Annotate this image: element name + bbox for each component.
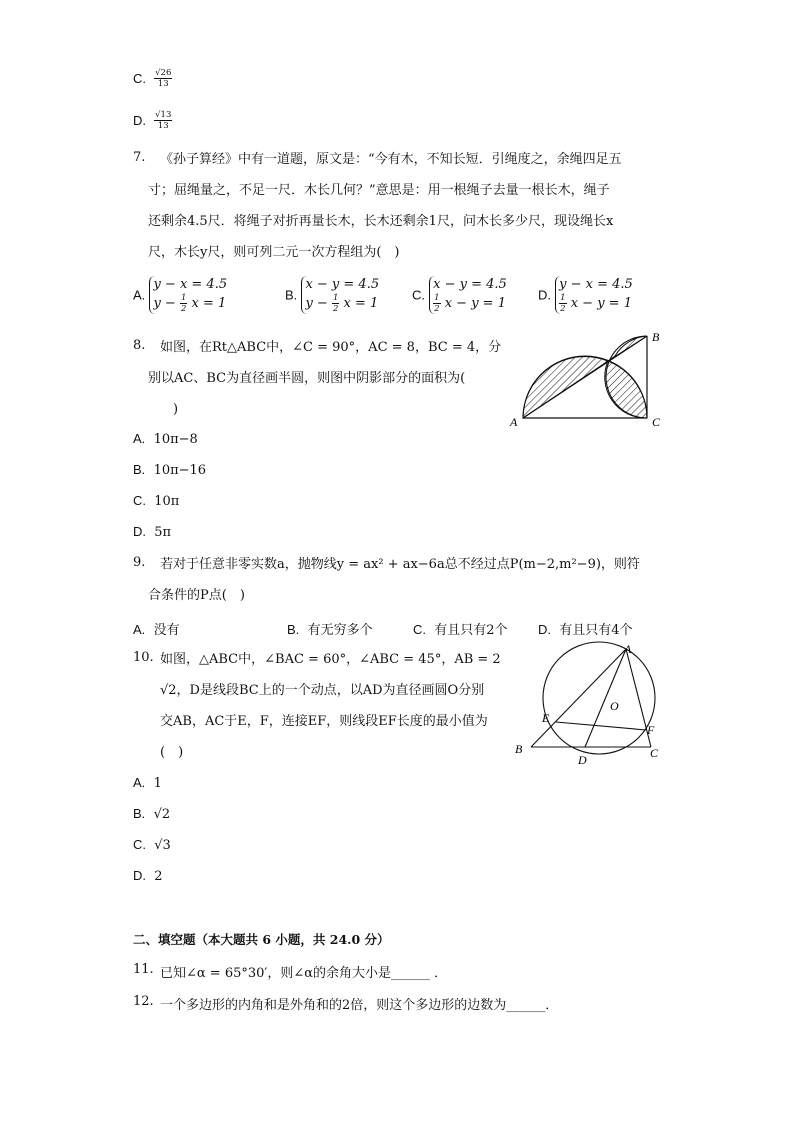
q11-number: 11. bbox=[133, 962, 154, 977]
q8-label-b: B bbox=[652, 330, 660, 344]
q9-number: 9. bbox=[133, 555, 146, 570]
q10-line-1: 如图，△ABC中，∠BAC = 60°，∠ABC = 45°，AB = 2 bbox=[160, 652, 501, 667]
q7-option-b-system: x − y = 4.5 y − $\frac{1}{2}$ x = 1 bbox=[301, 276, 379, 314]
q8-line-3: ) bbox=[173, 402, 179, 417]
q7-line-1: 《孙子算经》中有一道题，原文是：“今有木，不知长短．引绳度之，余绳四足五 bbox=[160, 152, 622, 167]
q8-option-b: B. 10π−16 bbox=[133, 462, 207, 478]
q7-option-d-system: y − x = 4.5 $\frac{1}{2}$ x − y = 1 bbox=[555, 276, 633, 314]
q9-option-c: C. 有且只有2个 bbox=[413, 622, 508, 638]
q7-number: 7. bbox=[133, 150, 146, 165]
q7-line-3: 还剩余4.5尺．将绳子对折再量长木，长木还剩余1尺，问木长多少尺，现设绳长x bbox=[148, 214, 614, 229]
q9-line-1: 若对于任意非零实数a，抛物线y = ax² + ax−6a总不经过点P(m−2,m²−9)，则符 bbox=[160, 557, 640, 572]
q8-line-2: 别以AC、BC为直径画半圆，则图中阴影部分的面积为( bbox=[148, 371, 466, 386]
q7-option-b: B. x − y = 4.5 y − $\frac{1}{2}$ x = 1 bbox=[285, 277, 380, 314]
q9-option-a: A. 没有 bbox=[133, 622, 180, 638]
section-2-title: 二、填空题（本大题共 6 小题，共 24.0 分） bbox=[133, 932, 390, 947]
q6-option-c-fraction: $\frac{√26}{13}$ bbox=[155, 68, 172, 89]
q8-option-c: C. 10π bbox=[133, 493, 180, 509]
q10-option-c: C. √3 bbox=[133, 837, 171, 853]
q10-option-a: A. 1 bbox=[133, 775, 162, 791]
q7-line-2: 寸；屈绳量之，不足一尺．木长几何？”意思是：用一根绳子去量一根长木，绳子 bbox=[148, 183, 610, 198]
q8-option-a: A. 10π−8 bbox=[133, 431, 198, 447]
q9-option-d: D. 有且只有4个 bbox=[538, 622, 633, 638]
q10-line-2: √2，D是线段BC上的一个动点，以AD为直径画圆O分别 bbox=[160, 683, 485, 698]
q6-option-d-fraction: $\frac{√13}{13}$ bbox=[155, 110, 172, 131]
q8-line-1: 如图，在Rt△ABC中，∠C = 90°，AC = 8，BC = 4，分 bbox=[160, 340, 502, 355]
q7-option-c-system: x − y = 4.5 $\frac{1}{2}$ x − y = 1 bbox=[429, 276, 507, 314]
q10-label-o: O bbox=[610, 699, 619, 713]
q8-label-a: A bbox=[510, 415, 518, 429]
q10-label-d: D bbox=[578, 753, 587, 767]
q8-option-d: D. 5π bbox=[133, 524, 172, 540]
q10-segment-ad bbox=[585, 649, 626, 747]
q10-line-4: ( ) bbox=[160, 745, 184, 760]
q6-option-d: D. $\frac{√13}{13}$ bbox=[133, 110, 172, 131]
q10-figure bbox=[510, 640, 670, 770]
q10-label-e: E bbox=[542, 711, 550, 725]
q7-option-d: D. y − x = 4.5 $\frac{1}{2}$ x − y = 1 bbox=[538, 277, 633, 314]
q12-text: 一个多边形的内角和是外角和的2倍，则这个多边形的边数为______． bbox=[160, 998, 559, 1013]
q8-label-c: C bbox=[652, 415, 661, 429]
q10-label-a: A bbox=[624, 642, 632, 656]
q10-line-3: 交AB，AC于E，F，连接EF，则线段EF长度的最小值为 bbox=[160, 714, 488, 729]
q10-option-b: B. √2 bbox=[133, 806, 171, 822]
q7-option-a-system: y − x = 4.5 y − $\frac{1}{2}$ x = 1 bbox=[149, 276, 227, 314]
q9-option-b: B. 有无穷多个 bbox=[287, 622, 373, 638]
q10-label-b: B bbox=[515, 742, 523, 756]
q11-text: 已知∠α = 65°30′，则∠α的余角大小是______ ． bbox=[160, 966, 448, 981]
q8-figure bbox=[505, 328, 665, 430]
q8-number: 8. bbox=[133, 338, 146, 353]
q12-number: 12. bbox=[133, 994, 154, 1009]
q7-option-c: C. x − y = 4.5 $\frac{1}{2}$ x − y = 1 bbox=[412, 277, 507, 314]
q8-shaded-left bbox=[523, 357, 608, 418]
q9-line-2: 合条件的P点( ) bbox=[148, 588, 245, 603]
q6-option-c: C. $\frac{√26}{13}$ bbox=[133, 68, 172, 89]
q10-number: 10. bbox=[133, 650, 154, 665]
q7-option-a: A. y − x = 4.5 y − $\frac{1}{2}$ x = 1 bbox=[133, 277, 228, 314]
q10-label-c: C bbox=[650, 746, 659, 760]
q7-line-4: 尺，木长y尺，则可列二元一次方程组为( ) bbox=[148, 245, 400, 260]
q10-label-f: F bbox=[647, 723, 655, 737]
q8-shaded-top bbox=[608, 336, 647, 361]
q10-option-d: D. 2 bbox=[133, 868, 163, 884]
q10-segment-ef bbox=[556, 722, 646, 730]
q10-side-ab bbox=[531, 649, 626, 747]
